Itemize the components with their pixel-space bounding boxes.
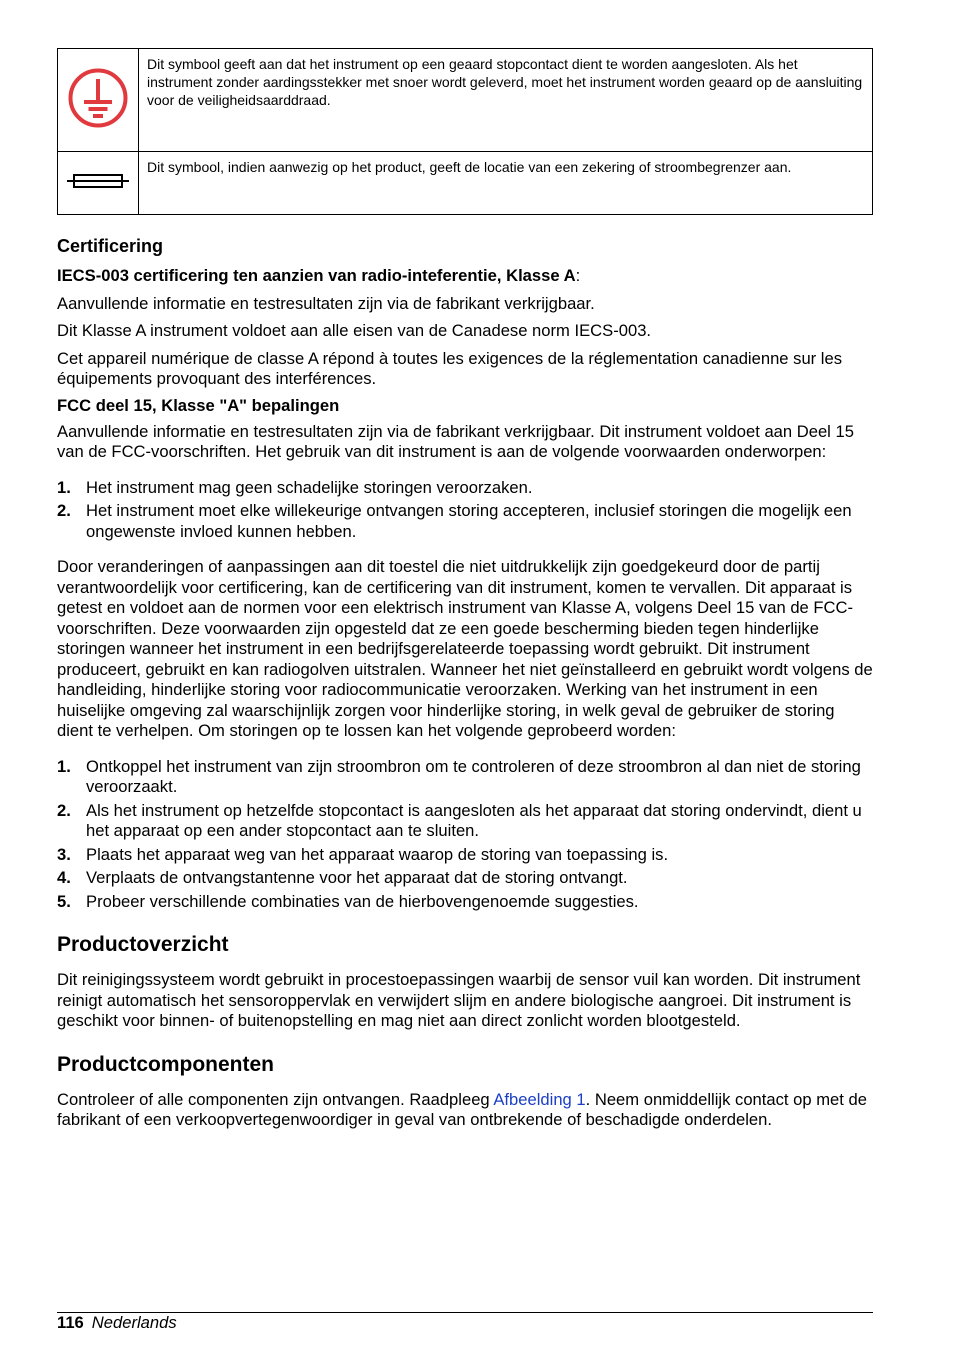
list-text: Probeer verschillende combinaties van de hierbovengenoemde suggesties. bbox=[86, 891, 639, 911]
list-number: 5. bbox=[57, 891, 71, 911]
table-row bbox=[58, 152, 873, 215]
page-footer bbox=[57, 1312, 873, 1333]
list-text: Plaats het apparaat weg van het apparaat waarop de storing van toepassing is. bbox=[86, 844, 669, 864]
iecs-heading-suffix: : bbox=[575, 266, 581, 285]
list-item bbox=[57, 757, 873, 798]
list-item bbox=[57, 801, 873, 842]
list-number: 2. bbox=[57, 501, 71, 520]
page-content bbox=[57, 48, 873, 1131]
fcc-remedy-list bbox=[57, 757, 873, 913]
paragraph: Door veranderingen of aanpassingen aan dit toestel die niet uitdrukkelijk zijn goedgekeurd door de partij verantwoordelijk voor certificering, kan de certificering van dit instrument, komen te vervallen. Dit apparaat is getest en voldoet aan de normen voor een elektrisch instrument van Klasse A, volgens Deel 15 van de FCC-voorschriften. Deze voorwaarden zijn opgesteld dat ze een goede bescherming bieden tegen hinderlijke storingen wanneer het instrument in een bedrijfsgerelateerde toepassing wordt gebruikt. Dit instrument produceert, gebruikt en kan radiogolven uitstralen. Wanneer het niet geïnstalleerd en gebruikt wordt volgens de handleiding, hinderlijke storing voor radiocommunicatie veroorzaken. Werking van het instrument in een huiselijke omgeving zal waarschijnlijk zorgen voor hinderlijke storing, in welk geval de gebruiker de storing dient te verhelpen. Om storingen op te lossen kan het volgende geprobeerd worden: bbox=[57, 557, 873, 740]
list-number: 1. bbox=[57, 477, 71, 497]
symbol-description: Dit symbool, indien aanwezig op het product, geeft de locatie van een zekering of stroombegrenzer aan. bbox=[139, 152, 873, 215]
overview-heading: Productoverzicht bbox=[57, 933, 229, 956]
list-number: 3. bbox=[57, 844, 71, 864]
page-number: 116 bbox=[57, 1313, 84, 1332]
fcc-conditions-list bbox=[57, 478, 873, 543]
paragraph bbox=[57, 1090, 873, 1131]
list-item bbox=[57, 868, 873, 889]
symbols-table bbox=[57, 48, 873, 215]
iecs-heading bbox=[57, 266, 873, 287]
paragraph: Cet appareil numérique de classe A répond à toutes les exigences de la réglementation canadienne sur les équipements provoquant des interférences. bbox=[57, 348, 843, 388]
iecs-heading-bold: IECS-003 certificering ten aanzien van radio-inteferentie, Klasse A bbox=[57, 266, 576, 285]
certification-heading: Certificering bbox=[57, 236, 164, 256]
list-item bbox=[57, 845, 873, 866]
paragraph: Dit Klasse A instrument voldoet aan alle eisen van de Canadese norm IECS-003. bbox=[57, 321, 652, 340]
list-item bbox=[57, 501, 873, 542]
paragraph: Aanvullende informatie en testresultaten zijn via de fabrikant verkrijgbaar. bbox=[57, 293, 595, 313]
fuse-icon bbox=[66, 171, 130, 191]
components-text-before: Controleer of alle componenten zijn ontvangen. Raadpleeg bbox=[57, 1089, 494, 1109]
list-number: 4. bbox=[57, 868, 71, 887]
list-text: Verplaats de ontvangstantenne voor het apparaat dat de storing ontvangt. bbox=[86, 868, 628, 887]
list-number: 1. bbox=[57, 756, 71, 776]
list-item bbox=[57, 892, 873, 913]
footer-language: Nederlands bbox=[91, 1313, 177, 1332]
list-text: Het instrument mag geen schadelijke storingen veroorzaken. bbox=[86, 477, 533, 497]
paragraph: Dit reinigingssysteem wordt gebruikt in procestoepassingen waarbij de sensor vuil kan worden. Dit instrument reinigt automatisch het sensoroppervlak en verwijdert slijm en andere biologische aangroei. Dit instrument is geschikt voor binnen- of buitenopstelling en mag niet aan direct zonlicht worden blootgesteld. bbox=[57, 970, 861, 1030]
list-number: 2. bbox=[57, 800, 71, 820]
components-text-after: . Neem onmiddellijk contact op met de fabrikant of een verkoopvertegenwoordiger in geval van ontbrekende of beschadigde onderdelen. bbox=[57, 1089, 867, 1129]
list-text: Het instrument moet elke willekeurige ontvangen storing accepteren, inclusief storingen die mogelijk een ongewenste invloed kunnen hebben. bbox=[86, 501, 852, 541]
figure-link[interactable]: Afbeelding 1 bbox=[493, 1089, 586, 1109]
symbol-description: Dit symbool geeft aan dat het instrument op een geaard stopcontact dient te worden aangesloten. Als het instrument zonder aardingsstekker met snoer wordt geleverd, moet het instrument worden geaard op de aansluiting voor de veiligheidsaarddraad. bbox=[139, 49, 873, 152]
list-text: Ontkoppel het instrument van zijn stroombron om te controleren of deze stroombron al dan niet de storing veroorzaakt. bbox=[86, 756, 861, 796]
table-row bbox=[58, 49, 873, 152]
fcc-heading: FCC deel 15, Klasse "A" bepalingen bbox=[57, 395, 340, 415]
list-item bbox=[57, 478, 873, 499]
list-text: Als het instrument op hetzelfde stopcontact is aangesloten als het apparaat dat storing ondervindt, dient u het apparaat op een ander stopcontact aan te sluiten. bbox=[86, 800, 862, 840]
components-heading: Productcomponenten bbox=[57, 1052, 275, 1076]
symbol-cell bbox=[58, 49, 139, 152]
protective-earth-ground-icon bbox=[67, 67, 129, 129]
paragraph: Aanvullende informatie en testresultaten zijn via de fabrikant verkrijgbaar. Dit instrument voldoet aan Deel 15 van de FCC-voorschriften. Het gebruik van dit instrument is aan de volgende voorwaarden onderworpen: bbox=[57, 421, 854, 461]
symbol-cell bbox=[58, 152, 139, 215]
